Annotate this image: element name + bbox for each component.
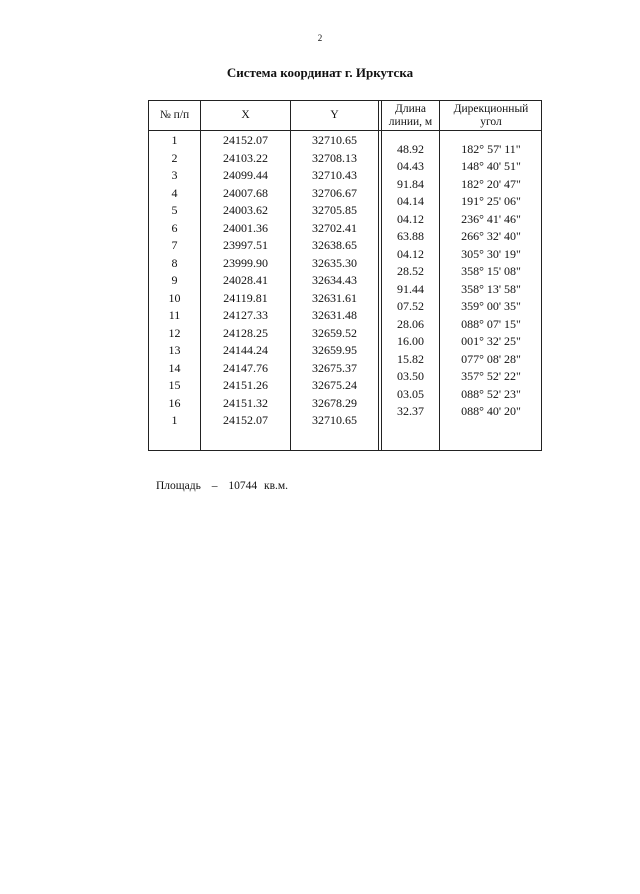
point-number-cell: 5 [171,203,178,217]
coordinate-table [148,100,542,451]
y-coordinate-cell: 32706.67 [312,185,357,200]
line-length-cell: 32.37 [397,404,424,419]
page-number: 2 [317,33,323,43]
direction-angle-cell: 088° 52' 23" [461,386,521,401]
header-separator [149,130,541,131]
point-number-cell: 10 [168,290,181,305]
x-coordinate-cell: 24151.32 [223,395,268,410]
direction-angle-cell: 182° 57' 11" [461,141,521,156]
direction-angle-cell: 358° 15' 08" [461,264,521,279]
direction-angle-cell: 001° 32' 25" [461,334,521,349]
point-number-cell: 8 [171,255,178,270]
direction-angle-cell: 088° 07' 15" [461,316,521,331]
x-coordinate-cell: 24001.36 [223,220,268,235]
line-length-cell: 04.12 [397,246,424,261]
point-number-cell: 3 [171,168,178,182]
direction-angle-cell: 358° 13' 58" [461,281,521,296]
header-direction-angle: Дирекционный угол [453,102,529,128]
line-length-cell: 04.14 [397,194,424,209]
x-coordinate-cell: 24144.24 [223,343,268,357]
area-dash: – [211,480,218,492]
x-coordinate-cell: 24128.25 [223,325,268,340]
y-coordinate-cell: 32675.37 [312,360,357,375]
point-number-cell: 1 [171,413,178,427]
y-coordinate-cell: 32659.95 [312,343,357,357]
header-y: Y [330,109,339,121]
y-coordinate-cell: 32708.13 [312,150,357,165]
x-coordinate-cell: 24103.22 [223,150,268,165]
x-coordinate-cell: 24152.07 [223,133,268,147]
x-coordinate-cell: 24147.76 [223,360,268,375]
line-length-cell: 04.12 [397,211,424,226]
point-number-cell: 11 [168,308,181,322]
direction-angle-cell: 077° 08' 28" [461,351,521,366]
x-coordinate-cell: 24003.62 [223,203,268,217]
direction-angle-cell: 305° 30' 19" [461,246,521,261]
line-length-cell: 28.52 [397,264,424,279]
direction-angle-cell: 357° 52' 22" [461,369,521,384]
line-length-cell: 91.44 [397,281,424,296]
x-coordinate-cell: 24151.26 [223,378,268,392]
line-length-cell: 63.88 [397,229,424,244]
y-coordinate-cell: 32631.48 [312,308,357,322]
area-unit: кв.м. [263,480,289,492]
point-number-cell: 13 [168,343,181,357]
y-coordinate-cell: 32678.29 [312,395,357,410]
y-coordinate-cell: 32710.43 [312,168,357,182]
point-number-cell: 7 [171,238,178,252]
line-length-cell: 16.00 [397,334,424,349]
x-coordinate-cell: 24099.44 [223,168,268,182]
direction-angle-cell: 359° 00' 35" [461,299,521,314]
point-number-cell: 4 [171,185,178,200]
point-number-cell: 9 [171,273,178,287]
x-coordinate-cell: 23997.51 [223,238,268,252]
point-number-cell: 16 [168,395,181,410]
line-length-cell: 03.50 [397,369,424,384]
direction-angle-cell: 148° 40' 51" [461,159,521,174]
point-number-cell: 15 [168,378,181,392]
line-length-cell: 03.05 [397,386,424,401]
line-length-cell: 15.82 [397,351,424,366]
x-coordinate-cell: 24028.41 [223,273,268,287]
area-line [156,480,288,492]
x-coordinate-cell: 24007.68 [223,185,268,200]
y-coordinate-cell: 32710.65 [312,133,357,147]
document-title: Система координат г. Иркутска [226,65,414,80]
x-coordinate-cell: 24127.33 [223,308,268,322]
direction-angle-cell: 182° 20' 47" [461,176,521,191]
y-coordinate-cell: 32638.65 [312,238,357,252]
x-coordinate-cell: 24152.07 [223,413,268,427]
point-number-cell: 14 [168,360,181,375]
y-coordinate-cell: 32631.61 [312,290,357,305]
direction-angle-cell: 266° 32' 40" [461,229,521,244]
point-number-cell: 6 [171,220,178,235]
header-line-length: Длина линии, м [388,102,433,128]
line-length-cell: 07.52 [397,299,424,314]
line-length-cell: 48.92 [397,141,424,156]
y-coordinate-cell: 32702.41 [312,220,357,235]
header-x: X [241,109,250,121]
line-length-cell: 28.06 [397,316,424,331]
point-number-cell: 12 [168,325,181,340]
y-coordinate-cell: 32710.65 [312,413,357,427]
line-length-cell: 91.84 [397,176,424,191]
direction-angle-cell: 236° 41' 46" [461,211,521,226]
x-coordinate-cell: 23999.90 [223,255,268,270]
y-coordinate-cell: 32659.52 [312,325,357,340]
point-number-cell: 2 [171,150,178,165]
y-coordinate-cell: 32635.30 [312,255,357,270]
line-length-cell: 04.43 [397,159,424,174]
direction-angle-cell: 088° 40' 20" [461,404,521,419]
area-value: 10744 [228,480,258,492]
area-label: Площадь [156,480,201,492]
header-point-number: № п/п [159,109,190,121]
x-coordinate-cell: 24119.81 [223,290,268,305]
y-coordinate-cell: 32675.24 [312,378,357,392]
direction-angle-cell: 191° 25' 06" [461,194,521,209]
point-number-cell: 1 [171,133,178,147]
y-coordinate-cell: 32705.85 [312,203,357,217]
y-coordinate-cell: 32634.43 [312,273,357,287]
